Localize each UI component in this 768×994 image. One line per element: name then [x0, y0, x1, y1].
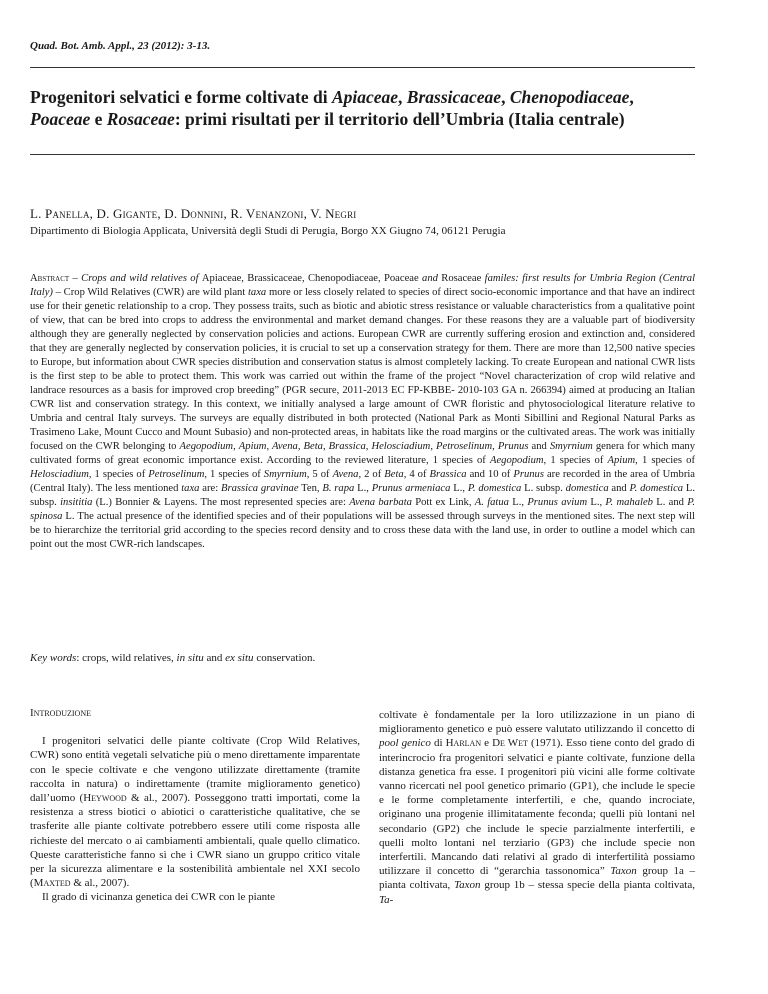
article-title: Progenitori selvatici e forme coltivate di Apiaceae, Brassicaceae, Chenopodiaceae, Poaceae e Rosaceae: primi risultati per il territorio dell’Umbria (Italia centrale)	[30, 87, 634, 129]
body-left-column	[30, 706, 360, 905]
abstract: Abstract – Crops and wild relatives of Apiaceae, Brassicaceae, Chenopodiaceae, Poaceae and Rosaceae familes: first results for Umbria Region (Central Italy) – Crop Wild Relatives (CWR) are wild plant taxa more or less closely related to species of direct socio-economic importance and that have an indirect use for their genetic relationship to a crop. They possess traits, such as biotic and abiotic stress resistance or valuable characteristics from a qualitative point of view, that can be bred into crops to address the environmental and market demand changes. For these reasons they are a valuable part of biodiversity although they are generally neglected by conservation policies and actions. European CWR are currently suffering erosion and extinction and, considered that they are generally neglected by conservation policies, it is crucial to set up a conservation strategy for them. There are more than 12,500 native species to Europe, but information about CWR species distribution and conservation status is almost completely lacking. To create European and national CWR lists is the first step to be able to protect them. This work was carried out within the frame of the project “Novel characterization of crop wild relative and landrace resources as a basis for improved crop breeding” (PGR secure, 2011-2013 EC FP-KBBE- 2010-103 GA n. 266394) aimed at producing an Italian CWR list and conservation strategy. In this context, we initially analysed a large amount of CWR floristic and phytosociological literature relative to Umbria and central Italy surveys. The surveys are equally distributed in both protected (National Park as Monti Sibillini and Regional Natural Parks as Trasimeno Lake, Mount Cucco and Mount Subasio) and non-protected areas, in habitats like the road margins or the cultivated areas. The work was initially focused on the CWR belonging to Aegopodium, Apium, Avena, Beta, Brassica, Helosciadium, Petroselinum, Prunus and Smyrnium genera for which many cultivated forms of great economic importance exist. According to the reviewed literature, 1 species of Aegopodium, 1 species of Apium, 1 species of Helosciadium, 1 species of Petroselinum, 1 species of Smyrnium, 5 of Avena, 2 of Beta, 4 of Brassica and 10 of Prunus are recorded in the area of Umbria (Central Italy). The less mentioned taxa are: Brassica gravinae Ten, B. rapa L., Prunus armeniaca L., P. domestica L. subsp. domestica and P. domestica L. subsp. insititia (L.) Bonnier & Layens. The most represented species are: Avena barbata Pott ex Link, A. fatua L., Prunus avium L., P. mahaleb L. and P. spinosa L. The actual presence of the identified species and of their populations will be assessed through surveys in the mentioned sites. The next step will be to hierarchize the territorial grid according to the species record density and to cross these data with the land use, in order to outline a model which can point out the most CWR-rich landscapes.	[30, 273, 696, 550]
paragraph: coltivate è fondamentale per la loro utilizzazione in un piano di miglioramento genetico e può essere valutato utilizzando il concetto di pool genico di Harlan e De Wet (1971). Esso tiene conto del grado di interincrocio fra progenitori selvatici e piante coltivate, funzione della distanza genetica fra esse. I progenitori più vicini alle forme coltivate vanno ricercati nel pool genetico primario (GP1), che include le specie e le forme completamente interfertili, e che, quando incrociate, originano una progenie illimitatamente feconda; quelli più lontani nel secondario (GP2) che include le specie parzialmente interfertili, e quelli molto lontani nel terziario (GP3) che include specie non interfertili. Mancando dati relativi al grado di interfertilità possiamo utilizzare il concetto di “gerarchia tassonomica” Taxon group 1a – pianta coltivata, Taxon group 1b – stessa specie della pianta coltivata, Ta-	[379, 709, 695, 906]
keywords: Key words: crops, wild relatives, in situ and ex situ conservation.	[30, 652, 316, 664]
header-rule	[30, 67, 695, 68]
paragraph: Il grado di vicinanza genetica dei CWR con le piante	[42, 891, 276, 904]
abstract-label: Abstract	[30, 273, 70, 284]
title-rule	[30, 154, 695, 155]
journal-citation: Quad. Bot. Amb. Appl., 23 (2012): 3-13.	[30, 40, 211, 52]
paragraph: I progenitori selvatici delle piante coltivate (Crop Wild Relatives, CWR) sono entità vegetali selvatiche più o meno direttamente imparentate con le specie coltivate e che vengono utilizzate direttamente (tramite raccolta in natura) o indirettamente (tramite miglioramento genetico) dall’uomo (Heywood & al., 2007). Posseggono tratti importati, come la resistenza a stress biotici o abiotici o caratteristiche qualitative, che se trasferite alle piante coltivate potrebbero essere utili come risposta alle richieste del mercato o ai cambiamenti ambientali, quale quello climatico. Queste caratteristiche fanno sì che i CWR siano un gruppo critico vitale per la sicurezza alimentare e la sostenibilità ambientale nel XXI secolo (Maxted & al., 2007).	[30, 735, 360, 890]
affiliation: Dipartimento di Biologia Applicata, Università degli Studi di Perugia, Borgo XX Giugno 74, 06121 Perugia	[30, 225, 506, 237]
section-heading: Introduzione	[30, 707, 91, 719]
body-right-column	[379, 708, 695, 907]
authors: L. Panella, D. Gigante, D. Donnini, R. Venanzoni, V. Negri	[30, 206, 357, 221]
